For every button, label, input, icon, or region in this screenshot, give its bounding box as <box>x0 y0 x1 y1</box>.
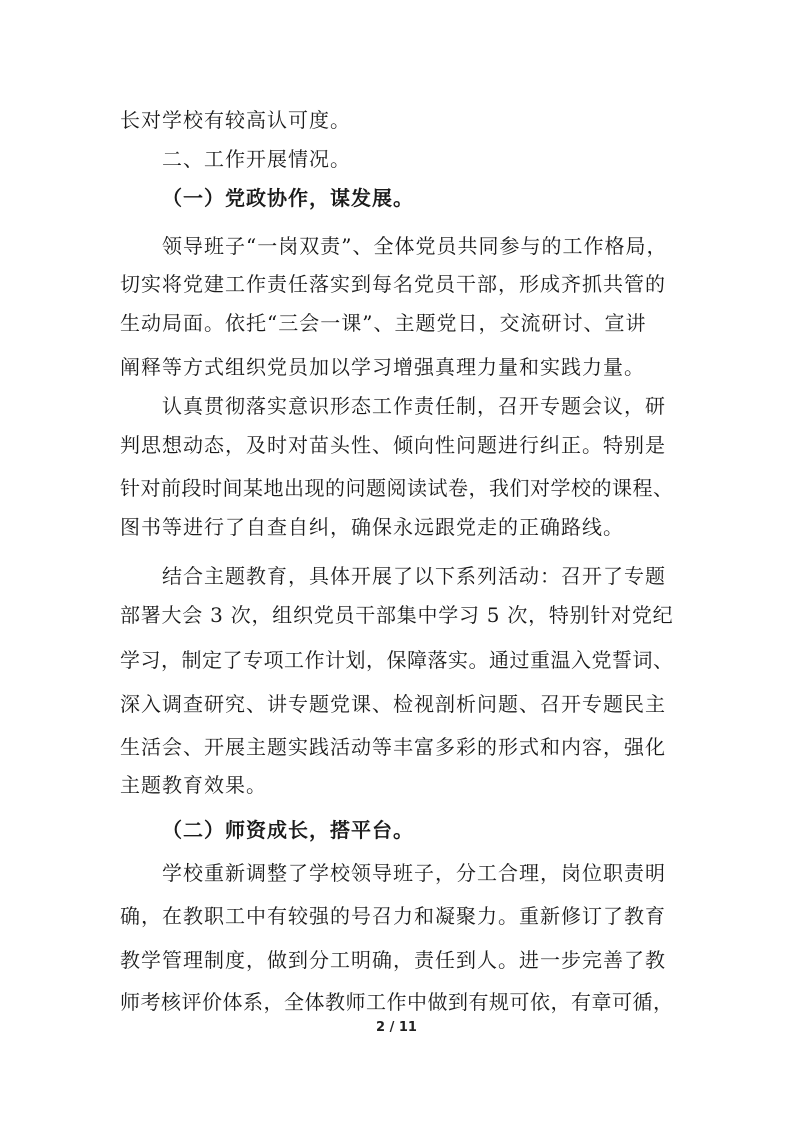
text-line: 生活会、开展主题实践活动等丰富多彩的形式和内容，强化 <box>120 735 666 759</box>
text-line: 学校重新调整了学校领导班子，分工合理，岗位职责明 <box>162 861 666 885</box>
text-line: 切实将党建工作责任落实到每名党员干部，形成齐抓共管的 <box>120 272 666 296</box>
text-line: 部署大会 3 次，组织党员干部集中学习 5 次，特别针对党纪 <box>120 603 674 627</box>
text-line: 图书等进行了自查自纠，确保永远跟党走的正确路线。 <box>120 515 624 539</box>
subsection-heading: （一）党政协作，谋发展。 <box>162 186 414 210</box>
section-heading: 二、工作开展情况。 <box>162 147 351 171</box>
text-line: 师考核评价体系，全体教师工作中做到有规可依，有章可循， <box>120 990 674 1014</box>
text-line: 确，在教职工中有较强的号召力和凝聚力。重新修订了教育 <box>120 904 666 928</box>
text-line: 学习，制定了专项工作计划，保障落实。通过重温入党誓词、 <box>120 648 674 672</box>
text-line: 判思想动态，及时对苗头性、倾向性问题进行纠正。特别是 <box>120 433 666 457</box>
page-number: 2 / 11 <box>376 1020 417 1035</box>
text-line: 阐释等方式组织党员加以学习增强真理力量和实践力量。 <box>120 355 645 379</box>
subsection-heading: （二）师资成长，搭平台。 <box>162 818 414 842</box>
text-line: 生动局面。依托“三会一课”、主题党日，交流研讨、宣讲 <box>120 311 647 335</box>
text-line: 主题教育效果。 <box>120 773 267 797</box>
text-line: 认真贯彻落实意识形态工作责任制，召开专题会议，研 <box>162 394 666 418</box>
text-line: 长对学校有较高认可度。 <box>120 108 351 132</box>
text-line: 针对前段时间某地出现的问题阅读试卷，我们对学校的课程、 <box>120 476 674 500</box>
text-line: 结合主题教育，具体开展了以下系列活动：召开了专题 <box>162 564 666 588</box>
text-line: 领导班子“一岗双责”、全体党员共同参与的工作格局， <box>162 234 668 258</box>
text-line: 教学管理制度，做到分工明确，责任到人。进一步完善了教 <box>120 948 666 972</box>
text-line: 深入调查研究、讲专题党课、检视剖析问题、召开专题民主 <box>120 692 666 716</box>
